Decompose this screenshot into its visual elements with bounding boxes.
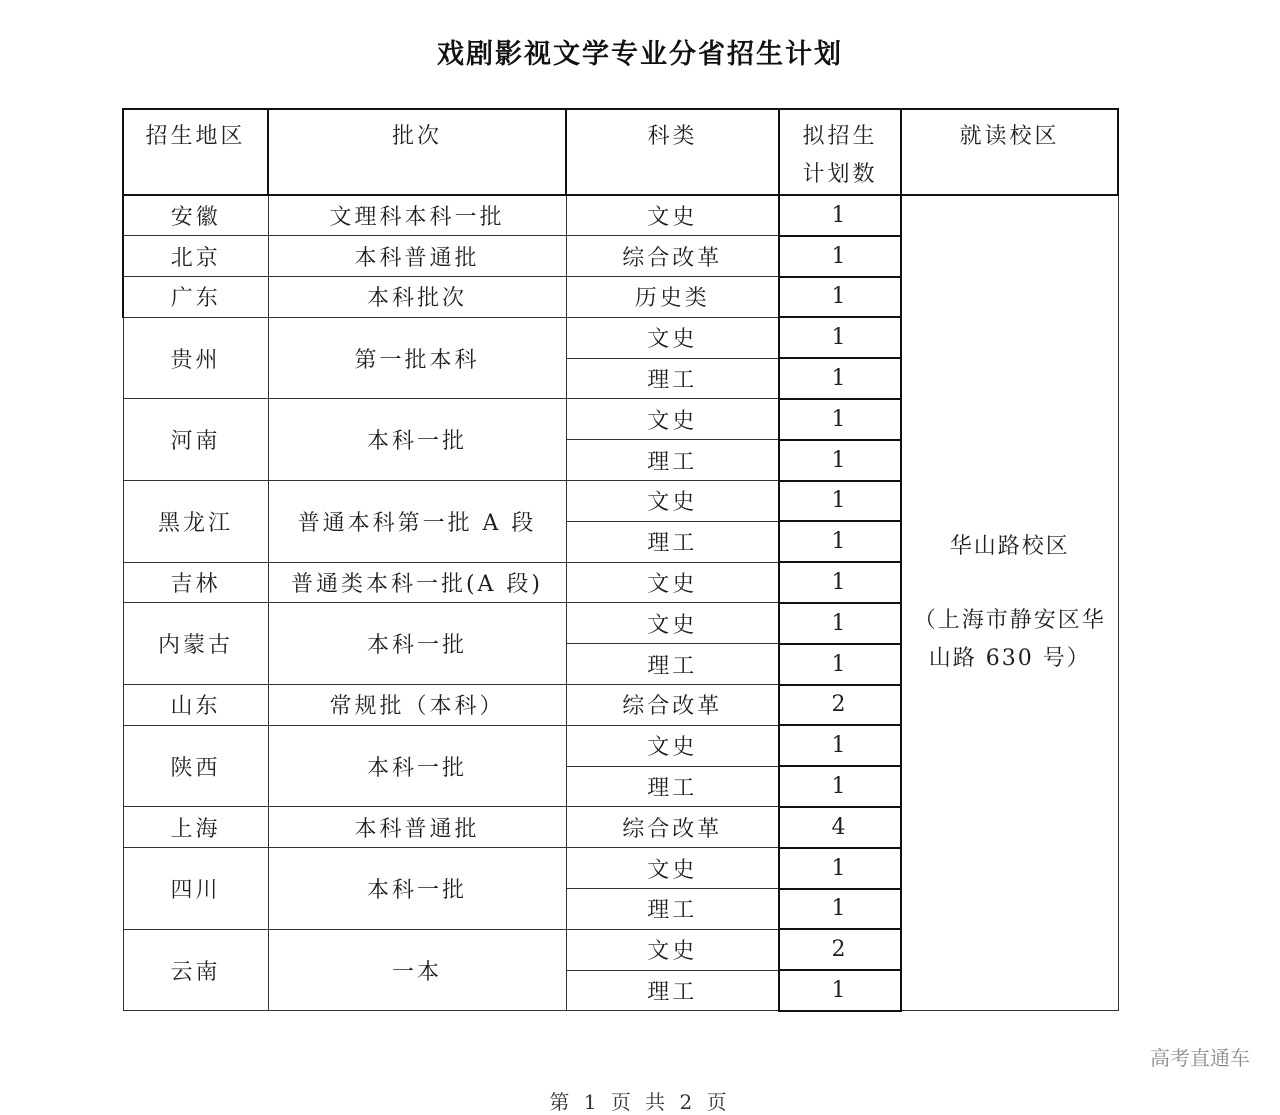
cell-batch: 常规批（本科） [268,685,566,726]
header-plan-count: 拟招生计划数 [779,109,901,195]
cell-batch: 文理科本科一批 [268,195,566,236]
cell-batch: 普通本科第一批 A 段 [268,481,566,563]
cell-region: 贵州 [123,317,268,399]
cell-region: 上海 [123,807,268,848]
cell-plan-count: 1 [779,848,901,889]
cell-plan-count: 2 [779,685,901,726]
cell-batch: 本科批次 [268,277,566,318]
cell-plan-count: 1 [779,725,901,766]
cell-region: 陕西 [123,725,268,807]
cell-batch: 本科一批 [268,603,566,685]
cell-category: 文史 [566,317,779,358]
cell-category: 理工 [566,889,779,930]
cell-plan-count: 1 [779,644,901,685]
cell-category: 文史 [566,481,779,522]
cell-category: 理工 [566,766,779,807]
cell-region: 安徽 [123,195,268,236]
cell-plan-count: 1 [779,440,901,481]
cell-batch: 本科普通批 [268,807,566,848]
header-campus: 就读校区 [901,109,1118,195]
cell-category: 理工 [566,440,779,481]
cell-plan-count: 1 [779,521,901,562]
header-batch: 批次 [268,109,566,195]
watermark: 高考直通车 [1150,1046,1250,1070]
cell-batch: 第一批本科 [268,317,566,399]
cell-batch: 本科一批 [268,848,566,930]
cell-batch: 本科一批 [268,725,566,807]
header-region: 招生地区 [123,109,268,195]
header-category: 科类 [566,109,779,195]
document-title: 戏剧影视文学专业分省招生计划 [437,39,843,70]
cell-plan-count: 1 [779,766,901,807]
cell-plan-count: 1 [779,562,901,603]
cell-plan-count: 1 [779,236,901,277]
cell-category: 文史 [566,725,779,766]
cell-region: 黑龙江 [123,481,268,563]
campus-name: 华山路校区 [949,534,1070,560]
cell-plan-count: 1 [779,399,901,440]
table-header-row [123,109,1118,195]
cell-plan-count: 1 [779,358,901,399]
cell-category: 文史 [566,848,779,889]
cell-campus [901,195,1118,1011]
cell-category: 综合改革 [566,685,779,726]
cell-plan-count: 2 [779,929,901,970]
cell-region: 北京 [123,236,268,277]
page-footer: 第 1 页 共 2 页 [549,1090,731,1114]
cell-region: 内蒙古 [123,603,268,685]
cell-category: 理工 [566,521,779,562]
cell-category: 文史 [566,603,779,644]
cell-plan-count: 4 [779,807,901,848]
cell-plan-count: 1 [779,889,901,930]
cell-region: 四川 [123,848,268,930]
cell-category: 历史类 [566,277,779,318]
cell-category: 综合改革 [566,807,779,848]
cell-category: 文史 [566,195,779,236]
cell-batch: 本科一批 [268,399,566,481]
cell-plan-count: 1 [779,317,901,358]
cell-region: 山东 [123,685,268,726]
cell-plan-count: 1 [779,481,901,522]
cell-category: 理工 [566,970,779,1011]
cell-category: 文史 [566,562,779,603]
cell-plan-count: 1 [779,603,901,644]
table-row [123,195,1118,236]
cell-category: 理工 [566,644,779,685]
cell-plan-count: 1 [779,195,901,236]
cell-region: 云南 [123,929,268,1011]
cell-region: 吉林 [123,562,268,603]
table-body [123,195,1118,1011]
cell-category: 文史 [566,399,779,440]
cell-plan-count: 1 [779,970,901,1011]
cell-batch: 本科普通批 [268,236,566,277]
enrollment-plan-table [122,108,1119,1012]
cell-category: 文史 [566,929,779,970]
cell-batch: 普通类本科一批(A 段) [268,562,566,603]
campus-address: （上海市静安区华山路 630 号） [913,608,1106,672]
cell-batch: 一本 [268,929,566,1011]
cell-region: 河南 [123,399,268,481]
cell-category: 理工 [566,358,779,399]
cell-plan-count: 1 [779,277,901,318]
cell-region: 广东 [123,277,268,318]
cell-category: 综合改革 [566,236,779,277]
